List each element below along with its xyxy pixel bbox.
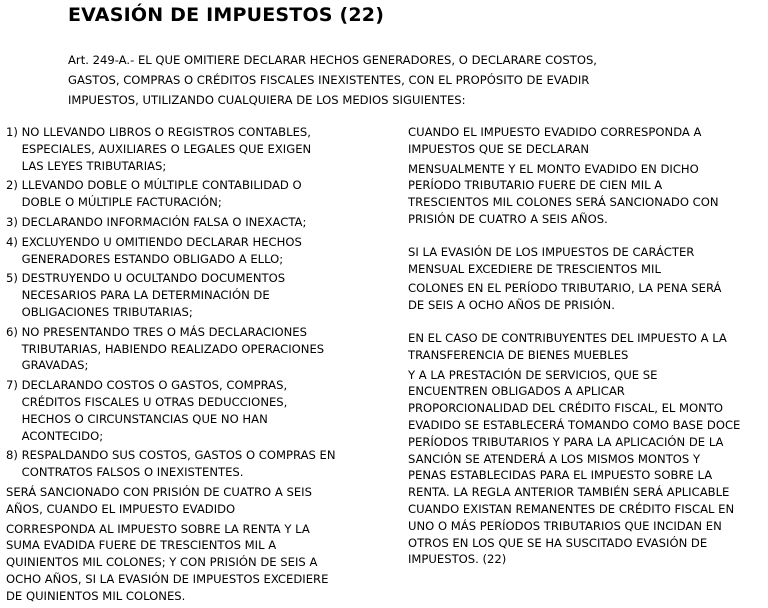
- list-item: [6, 377, 380, 444]
- item-number: 4): [6, 234, 22, 249]
- item-text: DESTRUYENDO U OCULTANDO DOCUMENTOS NECESARIOS PARA LA DETERMINACIÓN DE OBLIGACIONES TRIBUTARIAS;: [21, 271, 286, 319]
- item-number: 6): [6, 324, 22, 339]
- left-column: [6, 124, 380, 608]
- list-item: [6, 177, 380, 211]
- list-item: [6, 447, 380, 481]
- item-number: 3): [6, 214, 22, 229]
- contributors-paragraph-a: EN EL CASO DE CONTRIBUYENTES DEL IMPUESTO A LA TRANSFERENCIA DE BIENES MUEBLES: [408, 330, 727, 362]
- excess-paragraph-b: COLONES EN EL PERÍODO TRIBUTARIO, LA PENA SERÁ DE SEIS A OCHO AÑOS DE PRISIÓN.: [408, 281, 722, 313]
- excess-paragraph-a: SI LA EVASIÓN DE LOS IMPUESTOS DE CARÁCTER MENSUAL EXCEDIERE DE TRESCIENTOS MIL: [408, 244, 695, 276]
- item-text: EXCLUYENDO U OMITIENDO DECLARAR HECHOS GENERADORES ESTANDO OBLIGADO A ELLO;: [21, 234, 302, 266]
- item-number: 1): [6, 125, 22, 139]
- list-item: [6, 324, 380, 374]
- monthly-tax-paragraph-a: CUANDO EL IMPUESTO EVADIDO CORRESPONDA A IMPUESTOS QUE SE DECLARAN: [408, 125, 702, 156]
- list-item: [6, 124, 380, 174]
- item-number: 7): [6, 378, 22, 393]
- monthly-tax-paragraph-b: MENSUALMENTE Y EL MONTO EVADIDO EN DICHO PERÍODO TRIBUTARIO FUERE DE CIEN MIL A TRESCIENTOS MIL COLONES SERÁ SANCIONADO CON PRISIÓN DE CUATRO A SEIS AÑOS.: [408, 161, 719, 226]
- penalty-paragraph-2: CORRESPONDA AL IMPUESTO SOBRE LA RENTA Y LA SUMA EVADIDA FUERE DE TRESCIENTOS MIL A QUINIENTOS MIL COLONES; Y CON PRISIÓN DE SEIS A OCHO AÑOS, SI LA EVASIÓN DE IMPUESTOS EXCEDIERE DE QUINIENTOS MIL COLONES.: [6, 521, 329, 603]
- item-text: DECLARANDO COSTOS O GASTOS, COMPRAS, CRÉDITOS FISCALES U OTRAS DEDUCCIONES, HECHOS O CIRCUNSTANCIAS QUE NO HAN ACONTECIDO;: [21, 378, 288, 443]
- item-text: DECLARANDO INFORMACIÓN FALSA O INEXACTA;: [21, 214, 307, 229]
- item-text: LLEVANDO DOBLE O MÚLTIPLE CONTABILIDAD O DOBLE O MÚLTIPLE FACTURACIÓN;: [21, 178, 302, 210]
- item-text: NO PRESENTANDO TRES O MÁS DECLARACIONES TRIBUTARIAS, HABIENDO REALIZADO OPERACIONES GRAVADAS;: [21, 324, 325, 373]
- list-item: [6, 214, 380, 231]
- list-item: [6, 270, 380, 320]
- page-title: EVASIÓN DE IMPUESTOS (22): [68, 4, 385, 26]
- contributors-paragraph-b: Y A LA PRESTACIÓN DE SERVICIOS, QUE SE ENCUENTREN OBLIGADOS A APLICAR PROPORCIONALIDAD DEL CRÉDITO FISCAL, EL MONTO EVADIDO SE ESTABLECERÁ TOMANDO COMO BASE DOCE PERÍODOS TRIBUTARIOS Y PARA LA APLICACIÓN DE LA SANCIÓN SE ATENDERÁ A LOS MISMOS MONTOS Y PENAS ESTABLECIDAS PARA EL IMPUESTO SOBRE LA RENTA. LA REGLA ANTERIOR TAMBIÉN SERÁ APLICABLE CUANDO EXISTAN REMANENTES DE CRÉDITO FISCAL EN UNO O MÁS PERÍODOS TRIBUTARIOS QUE INCIDAN EN OTROS EN LOS QUE SE HA SUSCITADO EVASIÓN DE IMPUESTOS. (22): [408, 367, 741, 567]
- item-number: 8): [6, 448, 22, 463]
- item-number: 5): [6, 271, 22, 286]
- right-column: [408, 124, 758, 568]
- item-number: 2): [6, 178, 22, 193]
- article-intro: Art. 249-A.- EL QUE OMITIERE DECLARAR HECHOS GENERADORES, O DECLARARE COSTOS, GASTOS, COMPRAS O CRÉDITOS FISCALES INEXISTENTES, CON EL PROPÓSITO DE EVADIR IMPUESTOS, UTILIZANDO CUALQUIERA DE LOS MEDIOS SIGUIENTES:: [68, 53, 597, 107]
- penalty-paragraph-1: SERÁ SANCIONADO CON PRISIÓN DE CUATRO A SEIS AÑOS, CUANDO EL IMPUESTO EVADIDO: [6, 484, 312, 516]
- item-text: RESPALDANDO SUS COSTOS, GASTOS O COMPRAS EN CONTRATOS FALSOS O INEXISTENTES.: [21, 448, 336, 480]
- list-item: [6, 234, 380, 268]
- item-text: NO LLEVANDO LIBROS O REGISTROS CONTABLES, ESPECIALES, AUXILIARES O LEGALES QUE EXIGEN LAS LEYES TRIBUTARIAS;: [21, 125, 312, 173]
